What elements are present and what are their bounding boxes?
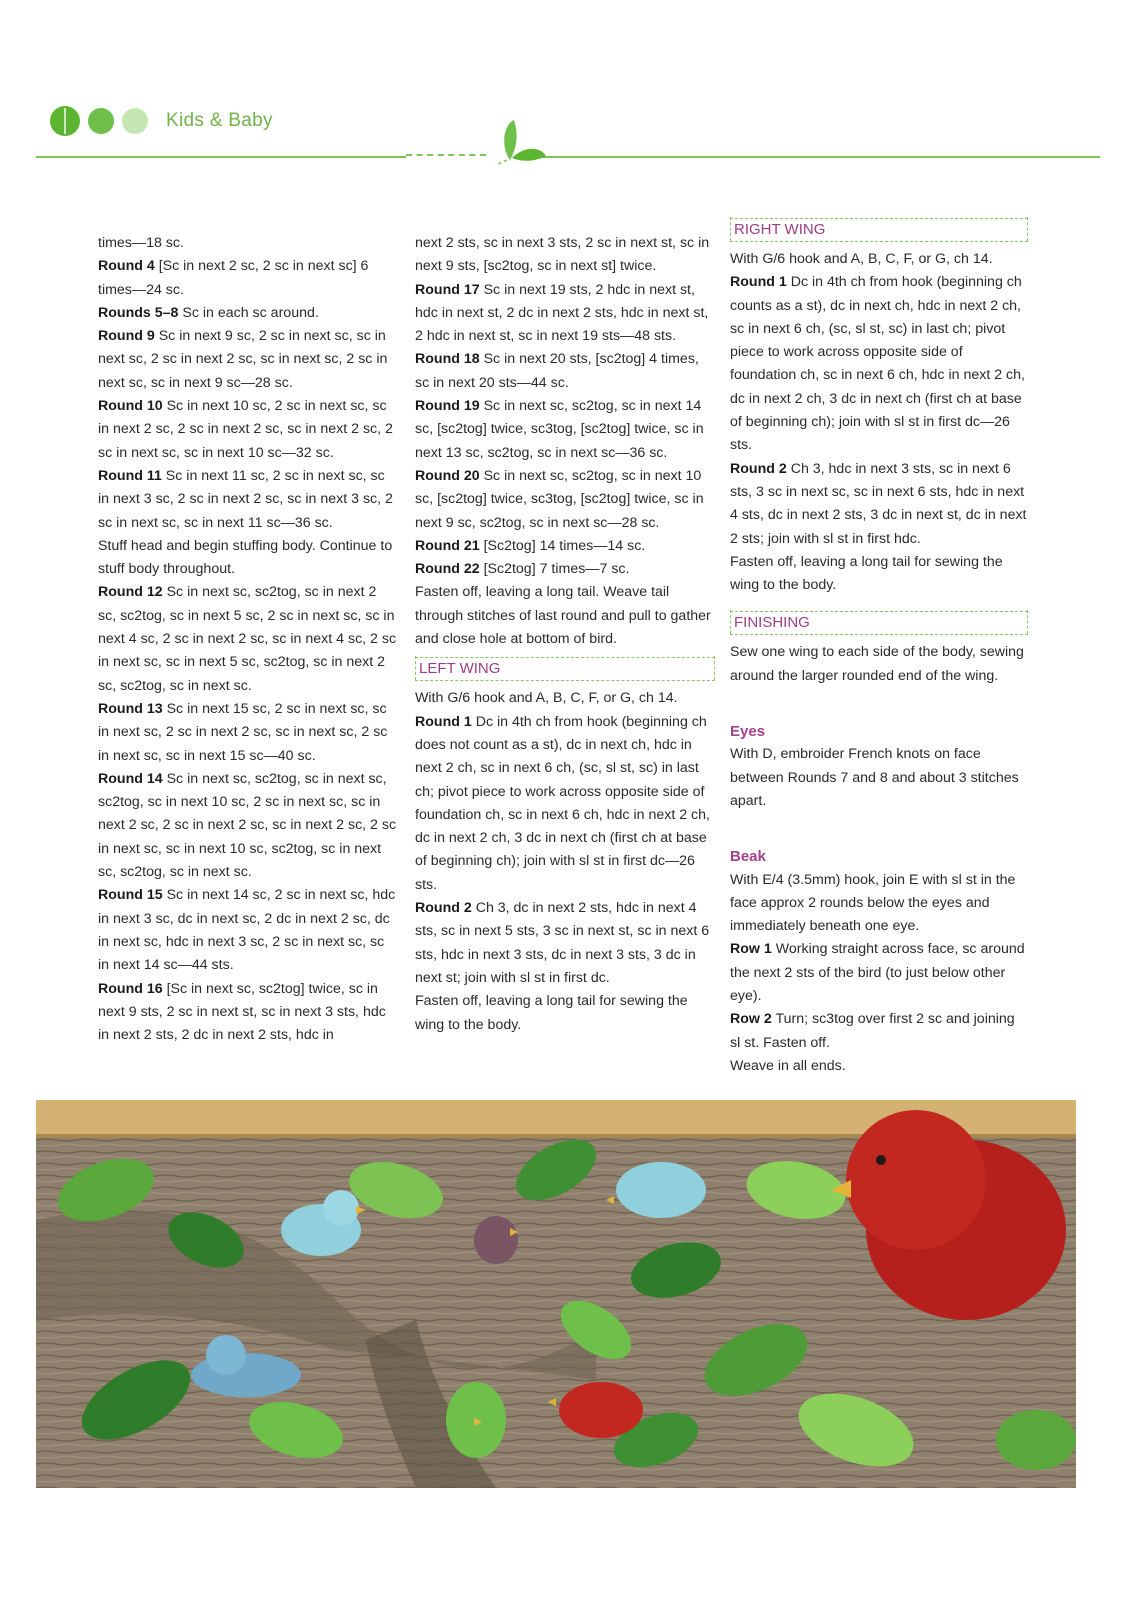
instruction-text: With G/6 hook and A, B, C, F, or G, ch 14. <box>415 690 678 707</box>
beak-para <box>730 1055 1028 1078</box>
right-wing-para <box>730 458 1028 551</box>
beak-heading: Beak <box>730 848 766 866</box>
dashed-flight-path <box>406 154 486 156</box>
right-wing-para <box>730 271 1028 457</box>
instruction-text: With E/4 (3.5mm) hook, join E with sl st in the face approx 2 rounds below the eyes and immediately beneath one eye. <box>730 871 1016 935</box>
instruction-text: Working straight across face, sc around the next 2 sts of the bird (to just below other eye). <box>730 941 1025 1005</box>
instruction-text: Sc in next 14 sc, 2 sc in next sc, hdc in next 3 sc, dc in next sc, 2 dc in next 2 sc, dc in next sc, hdc in next 3 sc, 2 sc in next sc, sc in next 14 sc—44 sts. <box>98 887 396 974</box>
round-label: Round 12 <box>98 584 163 601</box>
instruction-text: Fasten off, leaving a long tail. Weave tail through stitches of last round and pull to gather and close hole at bottom of bird. <box>415 584 711 648</box>
left-wing-para <box>415 687 715 710</box>
column-2 <box>415 232 715 1037</box>
instruction-text: Sc in next 10 sc, 2 sc in next sc, sc in next 2 sc, 2 sc in next 2 sc, sc in next 2 sc, 2 sc in next sc, sc in next 10 sc—32 sc. <box>98 398 393 461</box>
round-label: Round 11 <box>98 467 162 484</box>
left-wing-heading: LEFT WING <box>415 657 715 681</box>
right-wing-para <box>730 551 1028 598</box>
ladybug-icon <box>50 106 80 136</box>
instruction-text: Ch 3, dc in next 2 sts, hdc in next 4 sts, sc in next 5 sts, 3 sc in next st, sc in next 6 sts, hdc in next 3 sts, dc in next 3 sts, 3 dc in next st; join with sl st in first dc. <box>415 900 710 986</box>
body-para <box>98 884 398 977</box>
instruction-text: [Sc in next 2 sc, 2 sc in next sc] 6 times—24 sc. <box>98 258 369 298</box>
instruction-text: Ch 3, hdc in next 3 sts, sc in next 6 sts, 3 sc in next sc, sc in next 6 sts, hdc in next 4 sts, dc in next 2 sts, 3 dc in next st, dc in next 2 sts; join with sl st in first hdc. <box>730 460 1027 547</box>
round-label: Round 4 <box>98 258 155 275</box>
page-header <box>36 96 1100 176</box>
instruction-text: Turn; sc3tog over first 2 sc and joining sl st. Fasten off. <box>730 1011 1015 1051</box>
instruction-text: Fasten off, leaving a long tail for sewing the wing to the body. <box>730 553 1003 594</box>
instruction-text: [Sc in next sc, sc2tog] twice, sc in next 9 sts, 2 sc in next st, sc in next 3 sts, hdc in next 2 sts, 2 dc in next 2 sts, hdc in <box>98 980 386 1044</box>
round-label: Row 1 <box>730 941 772 958</box>
body-para <box>415 558 715 581</box>
beak-para <box>730 938 1028 1008</box>
instruction-text: times—18 sc. <box>98 235 184 251</box>
left-wing-para <box>415 897 715 990</box>
header-rule <box>36 156 1100 158</box>
instruction-text: Sc in next 20 sts, [sc2tog] 4 times, sc in next 20 sts—44 sc. <box>415 351 699 391</box>
body-para <box>415 395 715 465</box>
body-para <box>98 325 398 395</box>
instruction-text: Sc in next 19 sts, 2 hdc in next st, hdc in next st, 2 dc in next 2 sts, hdc in next st, 2 hdc in next st, sc in next 19 sts—48 sts. <box>415 281 709 345</box>
right-wing-para <box>730 248 1028 271</box>
instruction-text: Stuff head and begin stuffing body. Continue to stuff body throughout. <box>98 537 393 578</box>
body-para <box>98 581 398 697</box>
round-label: Round 1 <box>415 713 472 730</box>
round-label: Row 2 <box>730 1011 772 1028</box>
round-label: Round 20 <box>415 467 480 484</box>
left-wing-para <box>415 711 715 897</box>
column-3 <box>730 218 1028 1078</box>
instruction-text: Sc in each sc around. <box>178 304 319 321</box>
instruction-text: Sc in next sc, sc2tog, sc in next sc, sc2tog, sc in next 10 sc, 2 sc in next sc, sc in next 2 sc, 2 sc in next 2 sc, sc in next 2 sc, 2 sc in next sc, sc in next 10 sc, sc2tog, sc in next sc, sc2tog, sc in next sc. <box>98 770 397 881</box>
green-dot-icon <box>88 108 114 134</box>
body-para <box>98 698 398 768</box>
body-para <box>415 581 715 651</box>
body-para <box>415 279 715 349</box>
round-label: Round 14 <box>98 770 163 787</box>
body-para <box>415 232 715 279</box>
round-label: Round 1 <box>730 274 787 291</box>
round-label: Round 2 <box>415 900 472 917</box>
instruction-text: [Sc2tog] 7 times—7 sc. <box>479 561 630 578</box>
instruction-text: Sc in next sc, sc2tog, sc in next 14 sc, [sc2tog] twice, sc3tog, [sc2tog] twice, sc in next 13 sc, sc2tog, sc in next sc—36 sc. <box>415 398 704 461</box>
right-wing-heading: RIGHT WING <box>730 218 1028 242</box>
round-label: Round 17 <box>415 281 480 298</box>
body-para <box>98 768 398 884</box>
light-green-dot-icon <box>122 108 148 134</box>
round-label: Round 9 <box>98 328 155 345</box>
beak-para <box>730 1008 1028 1055</box>
body-para <box>98 978 398 1048</box>
body-para <box>98 395 398 465</box>
round-label: Round 10 <box>98 398 163 415</box>
beak-para <box>730 869 1028 939</box>
round-label: Rounds 5–8 <box>98 304 179 321</box>
round-label: Round 16 <box>98 980 163 997</box>
instruction-text: Sc in next 9 sc, 2 sc in next sc, sc in next sc, 2 sc in next 2 sc, sc in next sc, 2 sc in next sc, sc in next 9 sc—28 sc. <box>98 328 388 391</box>
eyes-heading: Eyes <box>730 723 766 741</box>
instruction-text: Fasten off, leaving a long tail for sewing the wing to the body. <box>415 993 688 1033</box>
instruction-text: [Sc2tog] 14 times—14 sc. <box>479 537 646 554</box>
body-para <box>415 348 715 395</box>
crochet-birds-photo <box>36 1100 1076 1488</box>
round-label: Round 15 <box>98 887 163 904</box>
column-1 <box>98 232 398 1047</box>
round-label: Round 21 <box>415 537 480 554</box>
body-para <box>415 535 715 558</box>
section-label: Kids & Baby <box>166 110 273 131</box>
body-para <box>415 465 715 535</box>
round-label: Round 19 <box>415 398 480 415</box>
finishing-text: Sew one wing to each side of the body, sewing around the larger rounded end of the wing. <box>730 644 1024 684</box>
butterfly-icon <box>480 116 550 166</box>
instruction-text: Weave in all ends. <box>730 1057 846 1074</box>
instruction-text: Dc in 4th ch from hook (beginning ch counts as a st), dc in next ch, hdc in next 2 ch, sc in next 6 ch, (sc, sl st, sc) in last ch; pivot piece to work across opposite side of foundation ch, sc in next 6 ch, hdc in next 2 ch, dc in next 2 ch, 3 dc in next ch (first ch at base of beginning ch); join with sl st in first dc—26 sts. <box>730 274 1025 454</box>
instruction-text: Sc in next 15 sc, 2 sc in next sc, sc in next sc, 2 sc in next 2 sc, sc in next sc, 2 sc in next sc, sc in next 15 sc—40 sc. <box>98 700 388 764</box>
brown-bird <box>474 1216 518 1264</box>
instruction-text: Dc in 4th ch from hook (beginning ch does not count as a st), dc in next ch, hdc in next 2 ch, sc in next 6 ch, (sc, sl st, sc) in last ch; pivot piece to work across opposite side of foundation ch, sc in next 6 ch, hdc in next 2 ch, dc in next 2 ch, 3 dc in next ch (first ch at base of beginning ch); join with sl st in first dc—26 sts. <box>415 713 710 893</box>
instruction-text: Sc in next 11 sc, 2 sc in next sc, sc in next 3 sc, 2 sc in next 2 sc, sc in next 3 sc, 2 sc in next sc, sc in next 11 sc—36 sc. <box>98 467 393 531</box>
round-label: Round 18 <box>415 351 480 368</box>
round-label: Round 13 <box>98 700 163 717</box>
round-label: Round 22 <box>415 561 480 578</box>
eyes-text: With D, embroider French knots on face between Rounds 7 and 8 and about 3 stitches apart. <box>730 746 1019 809</box>
instruction-text: Sc in next sc, sc2tog, sc in next 10 sc, [sc2tog] twice, sc3tog, [sc2tog] twice, sc in next 9 sc, sc2tog, sc in next sc—28 sc. <box>415 467 704 531</box>
round-label: Round 2 <box>730 460 787 477</box>
left-wing-para <box>415 990 715 1037</box>
body-para <box>98 465 398 535</box>
body-para <box>98 535 398 582</box>
body-para <box>98 232 398 255</box>
body-para <box>98 302 398 325</box>
instruction-text: Sc in next sc, sc2tog, sc in next 2 sc, sc2tog, sc in next 5 sc, 2 sc in next sc, sc in next 4 sc, 2 sc in next 2 sc, sc in next 4 sc, 2 sc in next sc, sc in next 5 sc, sc2tog, sc in next 2 sc, sc2tog, sc in next sc. <box>98 584 397 694</box>
green-bird <box>446 1382 506 1458</box>
body-para <box>98 255 398 302</box>
finishing-heading: FINISHING <box>730 611 1028 635</box>
instruction-text: With G/6 hook and A, B, C, F, or G, ch 14. <box>730 251 993 267</box>
instruction-text: next 2 sts, sc in next 3 sts, 2 sc in next st, sc in next 9 sts, [sc2tog, sc in next st] twice. <box>415 235 710 275</box>
